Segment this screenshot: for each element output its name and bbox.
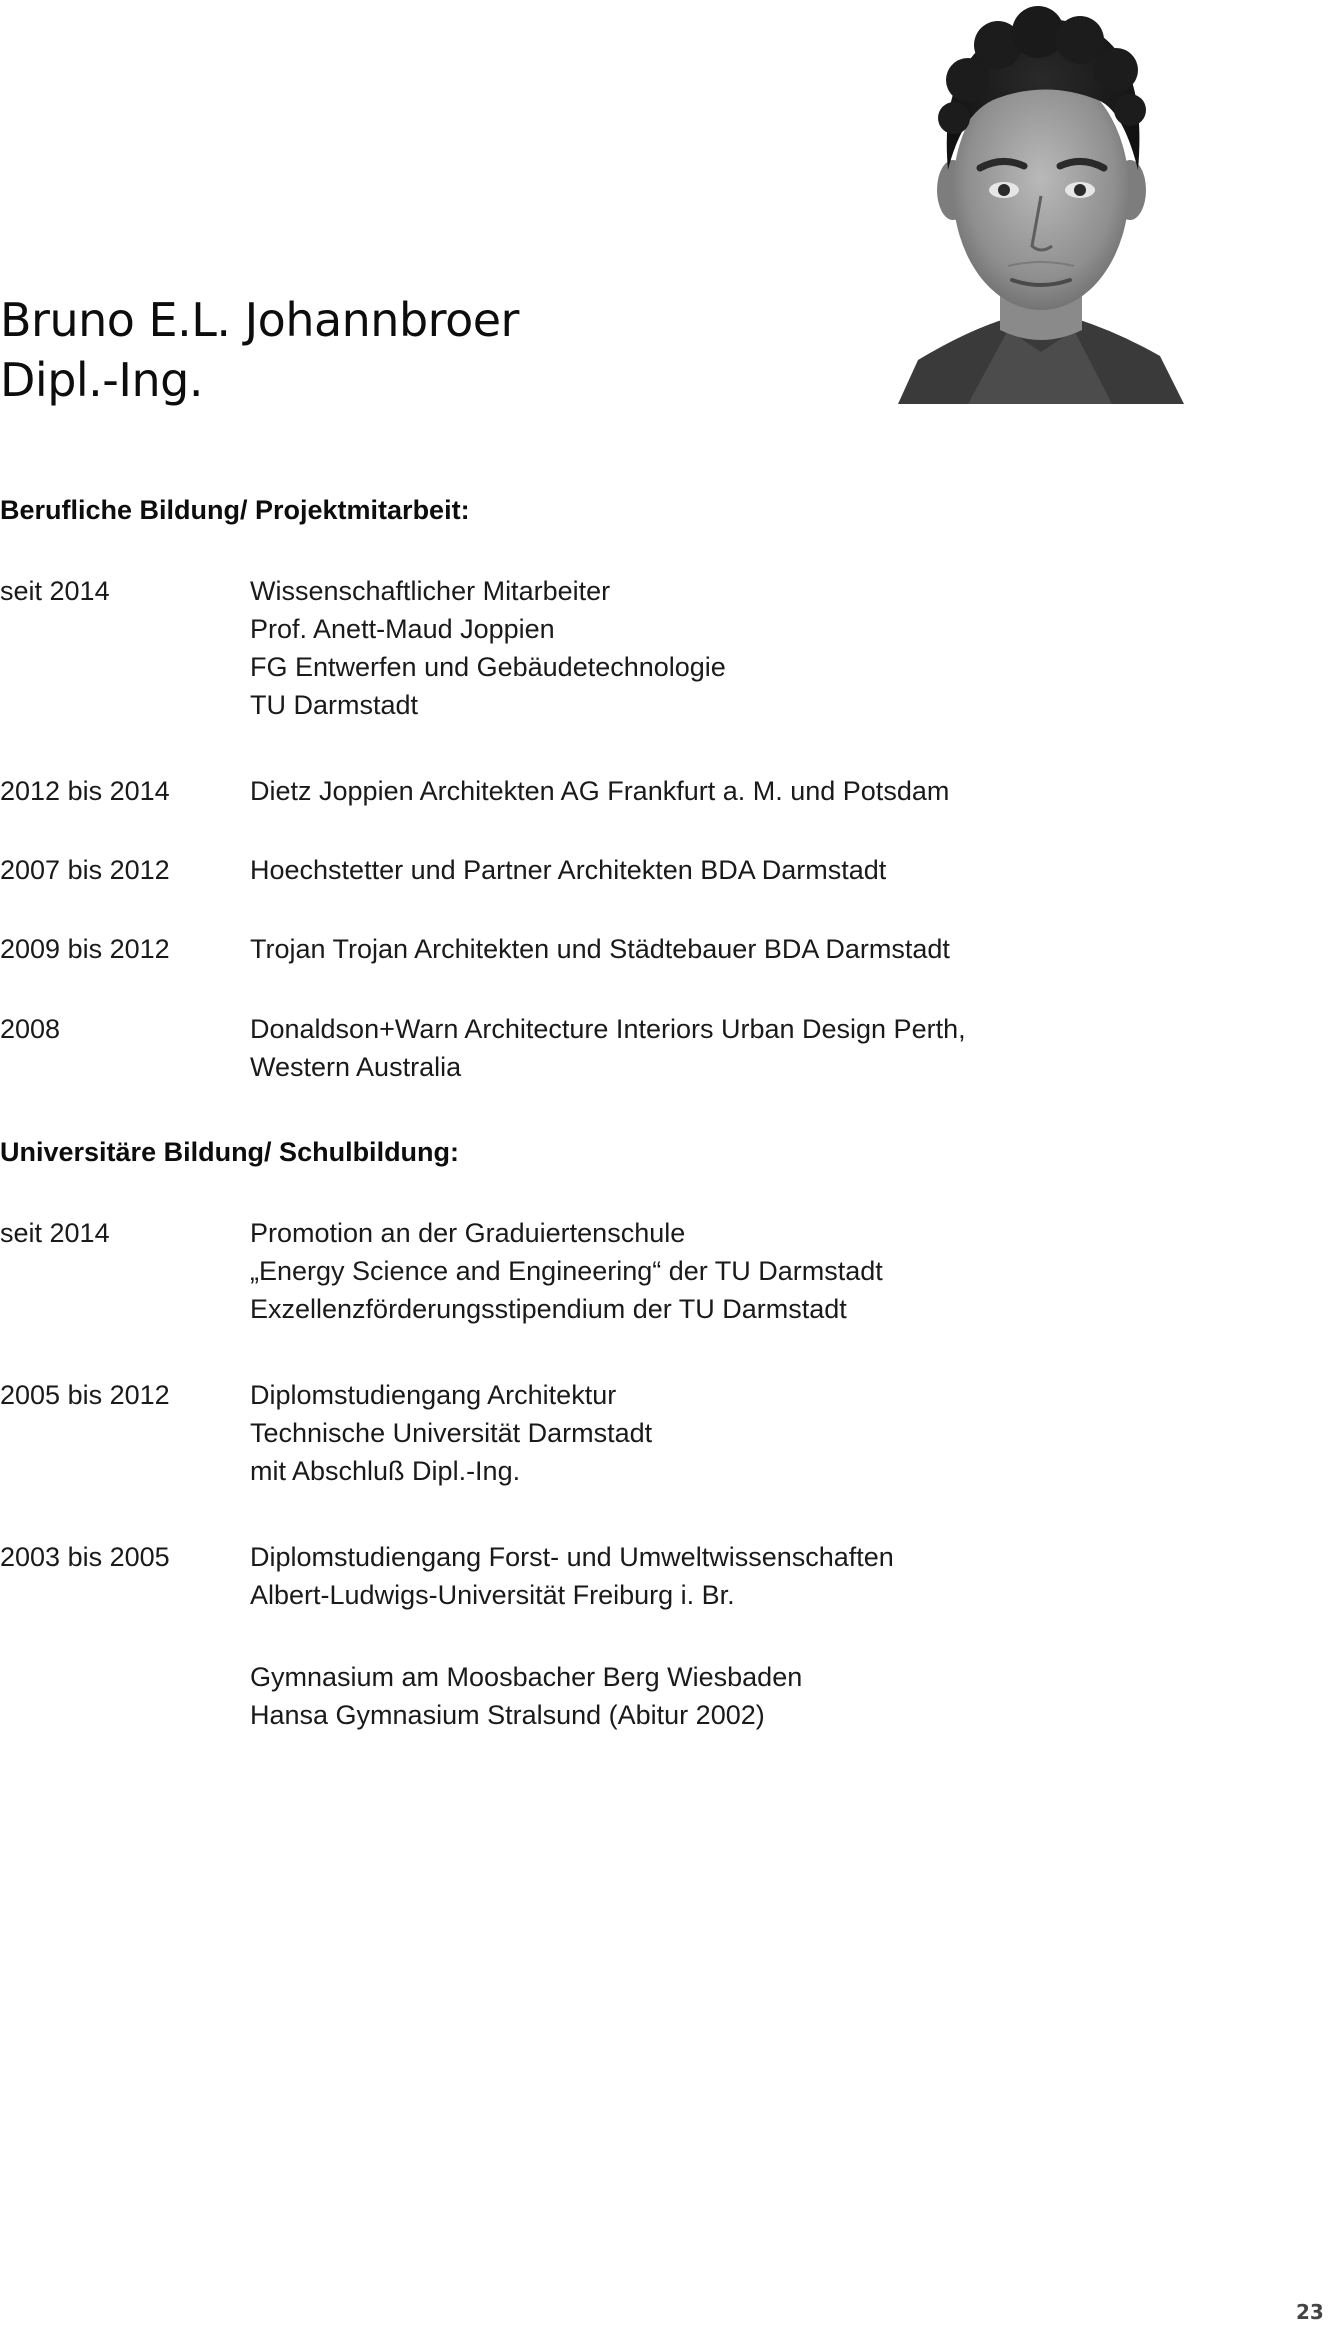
entry-line: Albert-Ludwigs-Universität Freiburg i. Br.: [250, 1580, 735, 1610]
entry-lines: [250, 772, 1310, 810]
entry-line: Promotion an der Graduiertenschule: [250, 1218, 686, 1248]
entry-line: Exzellenzförderungsstipendium der TU Darmstadt: [250, 1294, 847, 1324]
entry-lines: [250, 1538, 1310, 1614]
entry-year: 2008: [0, 1014, 61, 1044]
entry-line: Dietz Joppien Architekten AG Frankfurt a. M. und Potsdam: [250, 776, 950, 806]
entry-line: Trojan Trojan Architekten und Städtebauer BDA Darmstadt: [250, 934, 950, 964]
entry-year: 2003 bis 2005: [0, 1542, 170, 1572]
entry-year: 2012 bis 2014: [0, 776, 170, 806]
page-number: 23: [1296, 2300, 1324, 2324]
entry-line: Technische Universität Darmstadt: [250, 1418, 653, 1448]
entry-line: Gymnasium am Moosbacher Berg Wiesbaden: [250, 1662, 803, 1692]
person-name: Bruno E.L. Johannbroer: [0, 293, 519, 347]
entry-line: Wissenschaftlicher Mitarbeiter: [250, 576, 611, 606]
entry-year: seit 2014: [0, 576, 110, 606]
entry-lines: [250, 1376, 1310, 1490]
section-heading-berufliche: Berufliche Bildung/ Projektmitarbeit:: [0, 495, 470, 525]
entry-lines: [250, 572, 1310, 724]
entry-line: Diplomstudiengang Forst- und Umweltwissenschaften: [250, 1542, 894, 1572]
entry-line: FG Entwerfen und Gebäudetechnologie: [250, 652, 726, 682]
entry-line: Hansa Gymnasium Stralsund (Abitur 2002): [250, 1700, 765, 1730]
portrait-photo: [898, 0, 1184, 404]
entry-line: Western Australia: [250, 1052, 462, 1082]
entry-lines: [250, 851, 1310, 889]
entry-year: 2009 bis 2012: [0, 934, 170, 964]
section-heading-universitaere: Universitäre Bildung/ Schulbildung:: [0, 1137, 460, 1167]
entry-lines: [250, 1010, 1310, 1086]
entry-line: Donaldson+Warn Architecture Interiors Urban Design Perth,: [250, 1014, 966, 1044]
entry-line: „Energy Science and Engineering“ der TU Darmstadt: [250, 1256, 883, 1286]
entry-lines: [250, 1214, 1310, 1328]
entry-line: Prof. Anett-Maud Joppien: [250, 614, 555, 644]
entry-year: 2005 bis 2012: [0, 1380, 170, 1410]
entry-lines: [250, 930, 1310, 968]
entry-line: Diplomstudiengang Architektur: [250, 1380, 617, 1410]
entry-year: seit 2014: [0, 1218, 110, 1248]
entry-year: 2007 bis 2012: [0, 855, 170, 885]
entry-line: TU Darmstadt: [250, 690, 419, 720]
entry-line: mit Abschluß Dipl.-Ing.: [250, 1456, 521, 1486]
entry-line: Hoechstetter und Partner Architekten BDA Darmstadt: [250, 855, 887, 885]
person-name-block: [0, 290, 519, 410]
entry-lines: [250, 1658, 1310, 1734]
person-degree: Dipl.-Ing.: [0, 353, 203, 407]
